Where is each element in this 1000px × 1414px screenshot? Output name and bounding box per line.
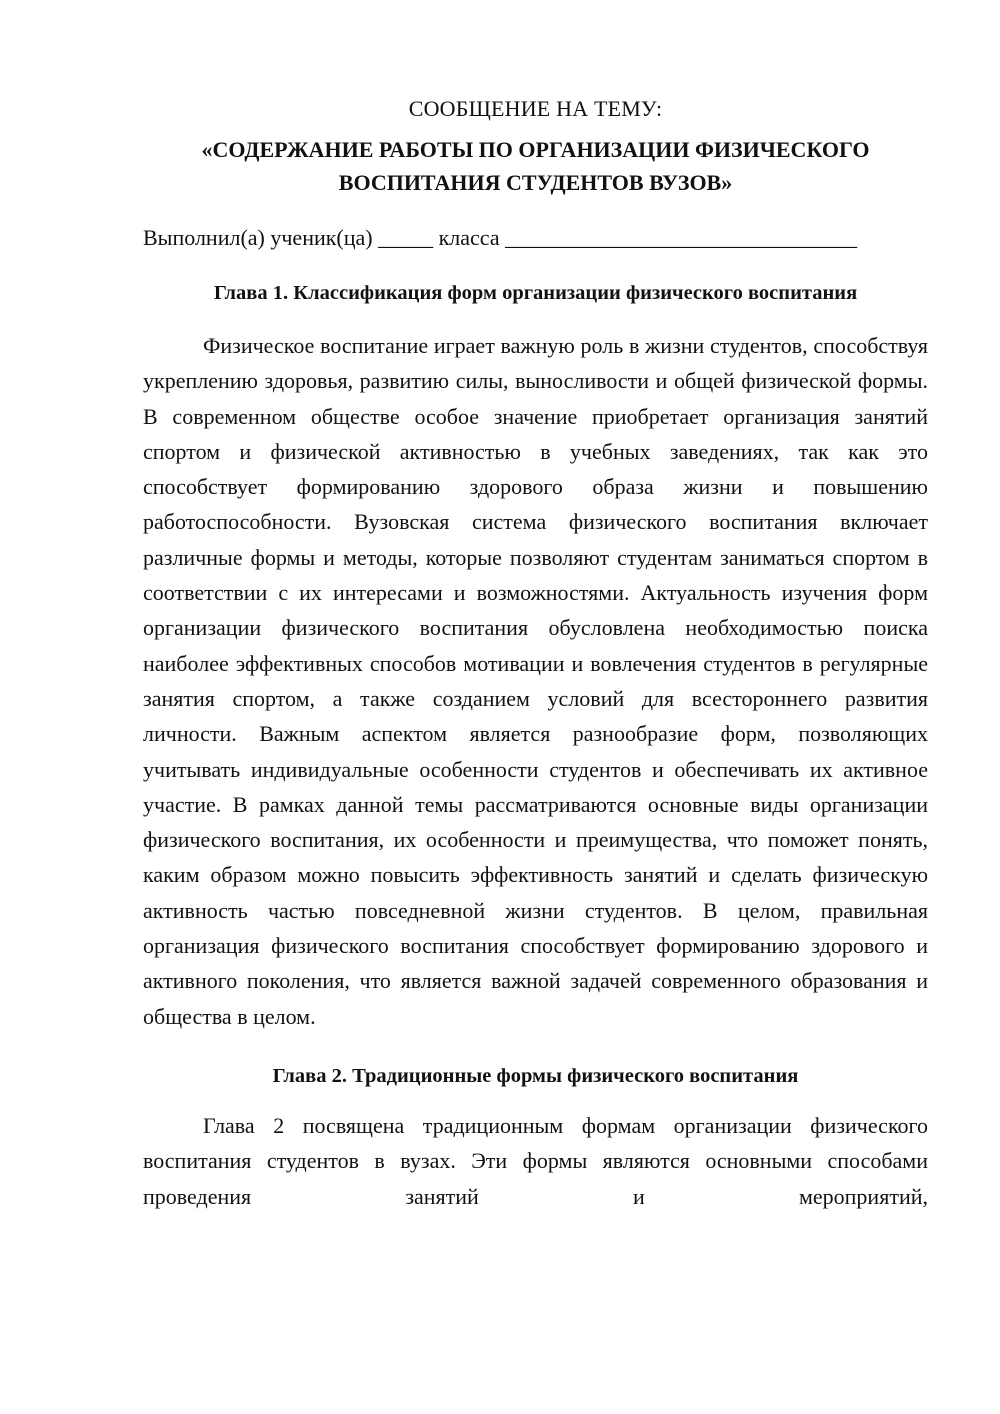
chapter-1-heading: Глава 1. Классификация форм организации физического воспитания bbox=[213, 282, 858, 304]
chapter-1-paragraph: Физическое воспитание играет важную роль в жизни студентов, способствуя укреплению здоровья, развитию силы, выносливости и общей физической формы. В современном обществе особое значение приобретает организация занятий спортом и физической активностью в учебных заведениях, так как это способствует формированию здорового образа жизни и повышению работоспособности. Вузовская система физического воспитания включает различные формы и методы, которые позволяют студентам заниматься спортом в соответствии с их интересами и возможностями. Актуальность изучения форм организации физического воспитания обусловлена необходимостью поиска наиболее эффективных способов мотивации и вовлечения студентов в регулярные занятия спортом, а также созданием условий для всестороннего развития личности. Важным аспектом является разнообразие форм, позволяющих учитывать индивидуальные особенности студентов и обеспечивать их активное участие. В рамках данной темы рассматриваются основные виды организации физического воспитания, их особенности и преимущества, что поможет понять, каким образом можно повысить эффективность занятий и сделать физическую активность частью повседневной жизни студентов. В целом, правильная организация физического воспитания способствует формированию здорового и активного поколения, что является важной задачей современного образования и общества в целом. bbox=[143, 333, 928, 1029]
document-title-line-1: «СОДЕРЖАНИЕ РАБОТЫ ПО ОРГАНИЗАЦИИ ФИЗИЧЕСКОГО bbox=[201, 137, 870, 162]
document-page bbox=[143, 92, 928, 1214]
document-title bbox=[143, 133, 928, 199]
chapter-2-heading: Глава 2. Традиционные формы физического воспитания bbox=[272, 1064, 799, 1087]
document-title-line-2: ВОСПИТАНИЯ СТУДЕНТОВ ВУЗОВ» bbox=[338, 170, 733, 195]
chapter-2-paragraph: Глава 2 посвящена традиционным формам организации физического воспитания студентов в вузах. Эти формы являются основными способами проведения занятий и мероприятий, bbox=[143, 1112, 928, 1209]
document-label: СООБЩЕНИЕ НА ТЕМУ: bbox=[408, 96, 663, 121]
author-line: Выполнил(а) ученик(ца) _____ класса ________________________________ bbox=[143, 225, 858, 250]
